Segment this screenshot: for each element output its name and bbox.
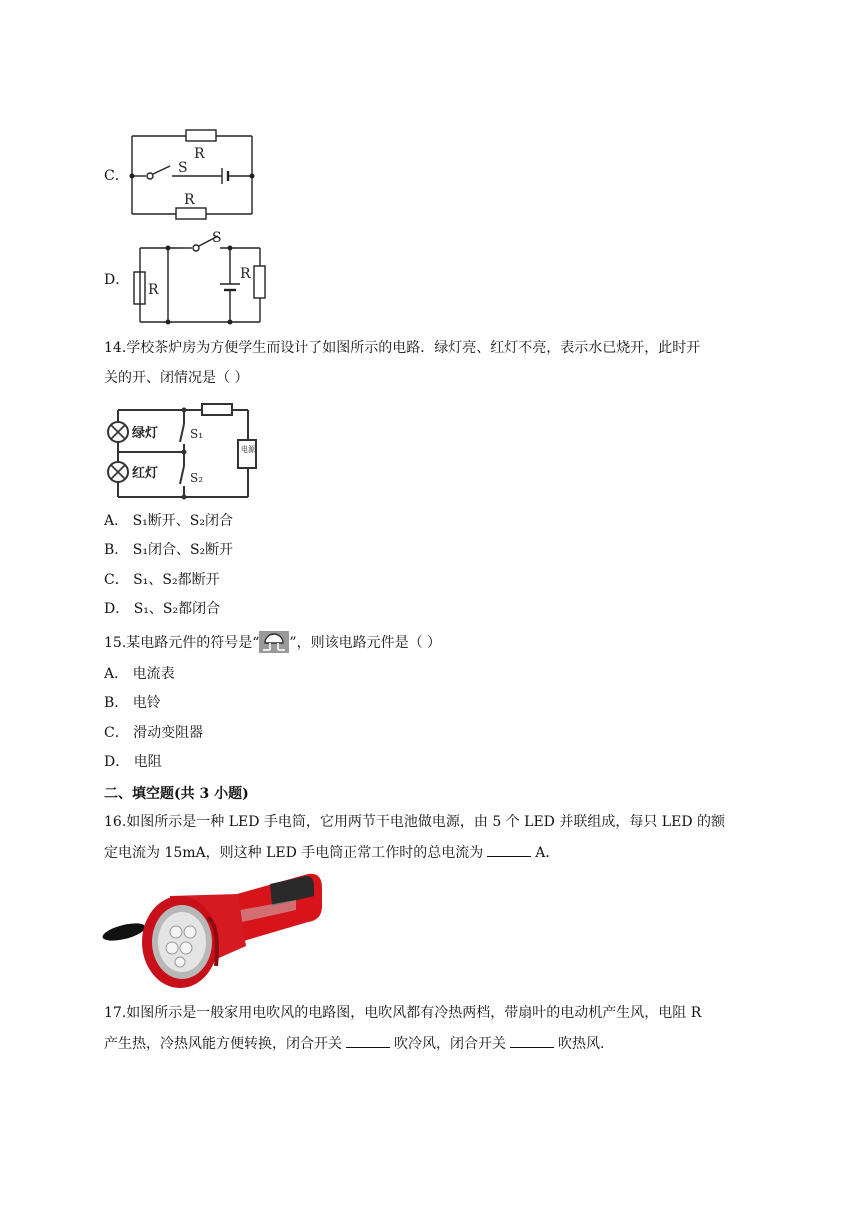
electric-bell-symbol-icon: [259, 631, 289, 653]
power-source-label: 电源: [241, 445, 257, 454]
green-lamp-label: 绿灯: [132, 426, 159, 441]
option-letter: B．: [104, 695, 129, 711]
q17-text-line2-b: 吹冷风，闭合开关: [394, 1036, 506, 1052]
option-text: 电流表: [132, 666, 175, 682]
q14-option-a[interactable]: [104, 511, 233, 531]
switch-s2-label: S₂: [190, 471, 204, 485]
option-letter: A．: [104, 513, 129, 529]
option-letter: D．: [104, 601, 130, 617]
option-text: S₁、S₂都闭合: [133, 601, 221, 617]
option-text: S₁断开、S₂闭合: [132, 513, 233, 529]
q15-option-c[interactable]: [104, 723, 203, 743]
q15-text: [104, 631, 441, 653]
option-letter: D．: [104, 754, 130, 770]
section-title-fill-in: 二、填空题(共 3 小题): [104, 786, 249, 802]
option-text: 电阻: [133, 754, 162, 770]
q16-text-line1: 16.如图所示是一种 LED 手电筒，它用两节干电池做电源，由 5 个 LED 并联组成，每只 LED 的额: [104, 814, 725, 830]
switch-label-s: S: [178, 160, 188, 176]
q14-option-c[interactable]: [104, 570, 220, 590]
q15-text-after: ”，则该电路元件是（ ）: [289, 635, 442, 651]
circuit-diagram-d: [126, 226, 270, 330]
option-letter: C．: [104, 572, 129, 588]
switch-s1-label: S₁: [190, 427, 204, 441]
led-flashlight-image: [100, 866, 328, 998]
option-text: S₁、S₂都断开: [133, 572, 220, 588]
q16-text-line2-after: A．: [535, 845, 560, 861]
answer-blank-cold[interactable]: [346, 1033, 390, 1048]
option-c-letter: C．: [104, 168, 129, 184]
q14-option-d[interactable]: [104, 599, 220, 619]
option-text: 电铃: [132, 695, 161, 711]
option-d-letter: D．: [104, 272, 130, 288]
q15-text-before: 15.某电路元件的符号是“: [104, 635, 260, 651]
q15-option-a[interactable]: [104, 664, 175, 684]
option-text: 滑动变阻器: [133, 725, 204, 741]
resistor-label-left: R: [148, 282, 159, 298]
resistor-label-top: R: [194, 146, 205, 162]
circuit-diagram-c: [126, 126, 260, 220]
option-letter: A．: [104, 666, 129, 682]
switch-label-s: S: [212, 230, 222, 246]
resistor-label-bottom: R: [184, 192, 195, 208]
answer-blank[interactable]: [487, 842, 531, 857]
q17-text-line2: [104, 1033, 604, 1054]
q15-option-d[interactable]: [104, 752, 162, 772]
q15-option-b[interactable]: [104, 693, 161, 713]
q14-option-b[interactable]: [104, 540, 233, 560]
q14-text-line1: 14.学校茶炉房为方便学生而设计了如图所示的电路．绿灯亮、红灯不亮，表示水已烧开，此时开: [104, 340, 701, 356]
q16-text-line2-before: 定电流为 15mA，则这种 LED 手电筒正常工作时的总电流为: [104, 845, 484, 861]
option-letter: B．: [104, 542, 129, 558]
resistor-label-right: R: [240, 266, 251, 282]
option-text: S₁闭合、S₂断开: [132, 542, 234, 558]
red-lamp-label: 红灯: [132, 466, 159, 481]
q16-text-line2: [104, 842, 559, 863]
option-letter: C．: [104, 725, 129, 741]
q17-text-line1: 17.如图所示是一般家用电吹风的电路图，电吹风都有冷热两档，带扇叶的电动机产生风，电阻 R: [104, 1005, 702, 1021]
answer-blank-hot[interactable]: [510, 1033, 554, 1048]
tea-room-circuit-diagram: [104, 402, 257, 500]
q14-text-line2: 关的开、闭情况是（ ）: [104, 370, 249, 386]
q17-text-line2-a: 产生热，冷热风能方便转换，闭合开关: [104, 1036, 342, 1052]
q17-text-line2-c: 吹热风.: [558, 1036, 605, 1052]
